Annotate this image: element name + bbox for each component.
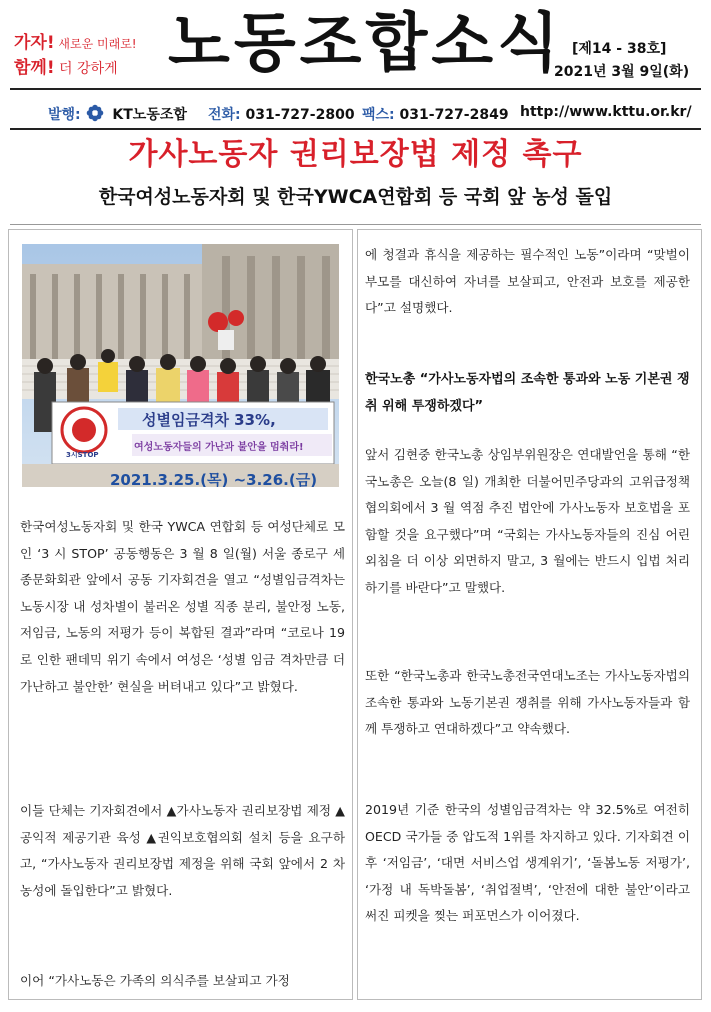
fax-label: 팩스:	[362, 107, 395, 123]
left-paragraph-2: 이들 단체는 기자회견에서 ▲가사노동자 권리보장법 제정 ▲공익적 제공기관 육성 ▲권익보호협의회 설치 등을 요구하고, “가사노동자 권리보장법 제정을 위해 국회 앞에서 2 차 농성에 돌입한다”고 밝혔다.	[20, 803, 345, 898]
right-paragraph-1: 에 청결과 휴식을 제공하는 필수적인 노동”이라며 “맞벌이 부모를 대신하여 자녀를 보살피고, 안전과 보호를 제공한다”고 설명했다.	[365, 247, 690, 316]
website-link[interactable]: http://www.kttu.or.kr/	[520, 104, 692, 120]
slogan-line-2	[14, 53, 118, 78]
protest-photo-illustration	[22, 244, 339, 487]
slogan-1-sub: 새로운 미래로!	[54, 37, 137, 51]
publisher-label: 발행:	[48, 107, 81, 123]
photo-banner-date: 2021.3.25.(목) ~3.26.(금)	[110, 471, 318, 487]
photo-banner-line-1: 성별임금격차 33%,	[142, 411, 276, 429]
slogan-2-sub: 더 강하게	[54, 61, 118, 77]
newsletter-title: 노동조합소식	[168, 7, 563, 81]
left-paragraph-1: 한국여성노동자회 및 한국 YWCA 연합회 등 여성단체로 모인 ‘3 시 STOP’ 공동행동은 3 월 8 일(월) 서울 종로구 세종문화회관 앞에서 공동 기자회견을 열고 “성별임금격차는 노동시장 내 성차별이 불러온 성별 직종 분리, 불안정 노동, 저임금, 노동의 저평가 등이 복합된 결과”라며 “코로나 19 로 인한 팬데믹 위기 속에서 여성은 ‘성별 임금 격차만큼 더 가난하고 불안한’ 현실을 버텨내고 있다”고 밝혔다.	[20, 519, 345, 694]
right-paragraph-4: 2019년 기준 한국의 성별임금격차는 약 32.5%로 여전히 OECD 국가들 중 압도적 1위를 차지하고 있다. 기자회견 이후 ‘저임금’, ‘대면 서비스업 생계위기’, ‘돌봄노동 저평가’, ‘가정 내 독박돌봄’, ‘취업절벽’, ‘안전에 대한 불안’이라고 써진 피켓을 찢는 퍼포먼스가 이어졌다.	[365, 802, 690, 924]
slogan-line-1	[14, 28, 137, 53]
issue-number: [제14 - 38호]	[572, 41, 667, 57]
photo-banner-line-2: 여성노동자들의 가난과 불안을 멈춰라!	[134, 442, 304, 453]
issue-date: 2021년 3월 9일(화)	[554, 64, 690, 80]
fax-number: 031-727-2849	[399, 107, 509, 123]
phone-number: 031-727-2800	[245, 107, 355, 123]
divider-headline	[10, 224, 701, 225]
left-paragraph-3: 이어 “가사노동은 가족의 의식주를 보살피고 가정	[20, 973, 290, 988]
section-subheading: 한국노총 “가사노동자법의 조속한 통과와 노동 기본권 쟁취 위해 투쟁하겠다”	[365, 372, 690, 414]
article-headline: 가사노동자 권리보장법 제정 촉구	[128, 137, 583, 172]
right-paragraph-2: 앞서 김현중 한국노총 상임부위원장은 연대발언을 통해 “한국노총은 오늘(8 일) 개최한 더불어민주당과의 고위급정책협의회에서 3 월 역점 추진 법안에 가사노동자 보호법을 포함할 것을 요구했다”며 “국회는 가사노동자들의 진심 어린 외침을 더 이상 외면하지 말고, 3 월에는 반드시 입법 처리하기를 바란다”고 말했다.	[365, 447, 690, 595]
phone-label: 전화:	[208, 107, 241, 123]
publisher-name: KT노동조합	[112, 107, 187, 123]
article-subhead: 한국여성노동자회 및 한국YWCA연합회 등 국회 앞 농성 돌입	[98, 186, 613, 208]
photo-banner-logo: 3시STOP	[66, 451, 99, 459]
slogan-2-main: 함께!	[14, 58, 55, 78]
union-flower-logo-icon	[86, 104, 104, 122]
divider-top	[10, 88, 701, 90]
slogan-1-main: 가자!	[14, 33, 55, 53]
publisher-bar	[10, 98, 701, 128]
protest-photo	[22, 244, 339, 487]
right-paragraph-3: 또한 “한국노총과 한국노총전국연대노조는 가사노동자법의 조속한 통과와 노동기본권 쟁취를 위해 가사노동자들과 함께 투쟁하고 연대하겠다”고 약속했다.	[365, 668, 690, 737]
